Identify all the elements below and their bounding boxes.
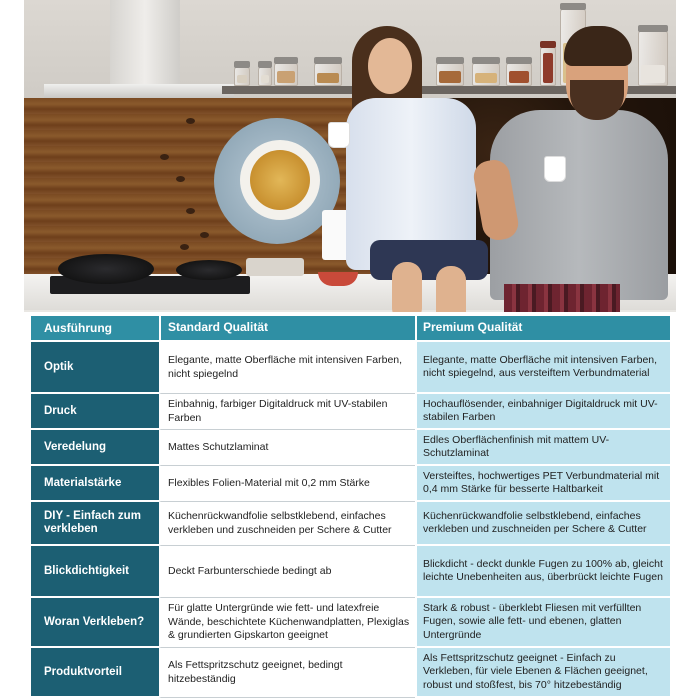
standard-cell: Als Fettspritzschutz geeignet, bedingt hitzebeständig <box>159 648 415 698</box>
row-label: Produktvorteil <box>31 648 159 698</box>
coffee-bean <box>186 118 195 124</box>
frying-pan <box>176 260 242 280</box>
jar <box>234 66 250 86</box>
woman-face <box>368 38 412 94</box>
row-label: Materialstärke <box>31 466 159 502</box>
coffee-bean <box>186 208 195 214</box>
premium-cell: Blickdicht - deckt dunkle Fugen zu 100% ab, gleicht leichte Unebenheiten aus, überbrückt leichte Fugen <box>415 546 670 598</box>
kitchen-photo <box>0 0 700 312</box>
table-row <box>31 342 670 394</box>
table-row <box>31 430 670 466</box>
mug-icon <box>328 122 350 148</box>
right-margin <box>676 0 700 312</box>
standard-cell: Flexibles Folien-Material mit 0,2 mm Stärke <box>159 466 415 502</box>
jar <box>314 62 342 86</box>
header-standard: Standard Qualität <box>159 316 415 342</box>
row-label: Optik <box>31 342 159 394</box>
row-label: Blickdichtigkeit <box>31 546 159 598</box>
jar <box>436 62 464 86</box>
row-label: Woran Verkleben? <box>31 598 159 648</box>
table-row <box>31 648 670 698</box>
table-row <box>31 502 670 546</box>
jar <box>638 30 668 86</box>
table-row <box>31 394 670 430</box>
coffee-bean <box>200 232 209 238</box>
row-label: DIY - Einfach zum verkleben <box>31 502 159 546</box>
row-label: Druck <box>31 394 159 430</box>
standard-cell: Mattes Schutzlaminat <box>159 430 415 466</box>
premium-cell: Küchenrückwandfolie selbstklebend, einfaches verkleben und zuschneiden per Schere & Cutter <box>415 502 670 546</box>
coffee-bean <box>176 176 185 182</box>
premium-cell: Edles Oberflächenfinish mit mattem UV-Schutzlaminat <box>415 430 670 466</box>
jar <box>506 62 532 86</box>
table-row <box>31 598 670 648</box>
header-premium: Premium Qualität <box>415 316 670 342</box>
coffee-bean <box>160 154 169 160</box>
woman-leg <box>436 266 466 312</box>
jar <box>540 46 556 86</box>
standard-cell: Einbahnig, farbiger Digitaldruck mit UV-stabilen Farben <box>159 394 415 430</box>
coffee-icon <box>250 150 310 210</box>
standard-cell: Elegante, matte Oberfläche mit intensiven Farben, nicht spiegelnd <box>159 342 415 394</box>
premium-cell: Elegante, matte Oberfläche mit intensiven Farben, nicht spiegelnd, aus versteiftem Verbundmaterial <box>415 342 670 394</box>
range-hood <box>110 0 180 86</box>
jar <box>472 62 500 86</box>
standard-cell: Deckt Farbunterschiede bedingt ab <box>159 546 415 598</box>
premium-cell: Als Fettspritzschutz geeignet - Einfach zu Verkleben, für viele Ebenen & Flächen geeignet, robust und stoßfest, bis 70° hitzebeständig <box>415 648 670 698</box>
table-header-row <box>31 316 670 342</box>
man-pants <box>504 284 620 312</box>
coffee-bean <box>180 244 189 250</box>
jar <box>258 66 272 86</box>
premium-cell: Stark & robust - überklebt Fliesen mit verfüllten Fugen, sowie alle fett- und ebenen, glatten Untergründe <box>415 598 670 648</box>
left-margin <box>0 0 24 312</box>
woman-leg <box>392 262 422 312</box>
woman-shorts <box>370 240 488 280</box>
standard-cell: Küchenrückwandfolie selbstklebend, einfaches verkleben und zuschneiden per Schere & Cutter <box>159 502 415 546</box>
jar <box>274 62 298 86</box>
range-hood-base <box>44 84 234 98</box>
man-shirt <box>490 110 668 300</box>
premium-cell: Hochauflösender, einbahniger Digitaldruck mit UV-stabilen Farben <box>415 394 670 430</box>
table-row <box>31 466 670 502</box>
row-label: Veredelung <box>31 430 159 466</box>
standard-cell: Für glatte Untergründe wie fett- und latexfreie Wände, beschichtete Küchenwandplatten, Plexiglas & grundierten Gipskarton geeignet <box>159 598 415 648</box>
table-row <box>31 546 670 598</box>
mug-icon <box>544 156 566 182</box>
egg-carton <box>246 258 304 276</box>
premium-cell: Versteiftes, hochwertiges PET Verbundmaterial mit 0,4 mm Stärke für besserte Haltbarkeit <box>415 466 670 502</box>
header-ausfuehrung: Ausführung <box>31 316 159 342</box>
frying-pan <box>58 254 154 284</box>
